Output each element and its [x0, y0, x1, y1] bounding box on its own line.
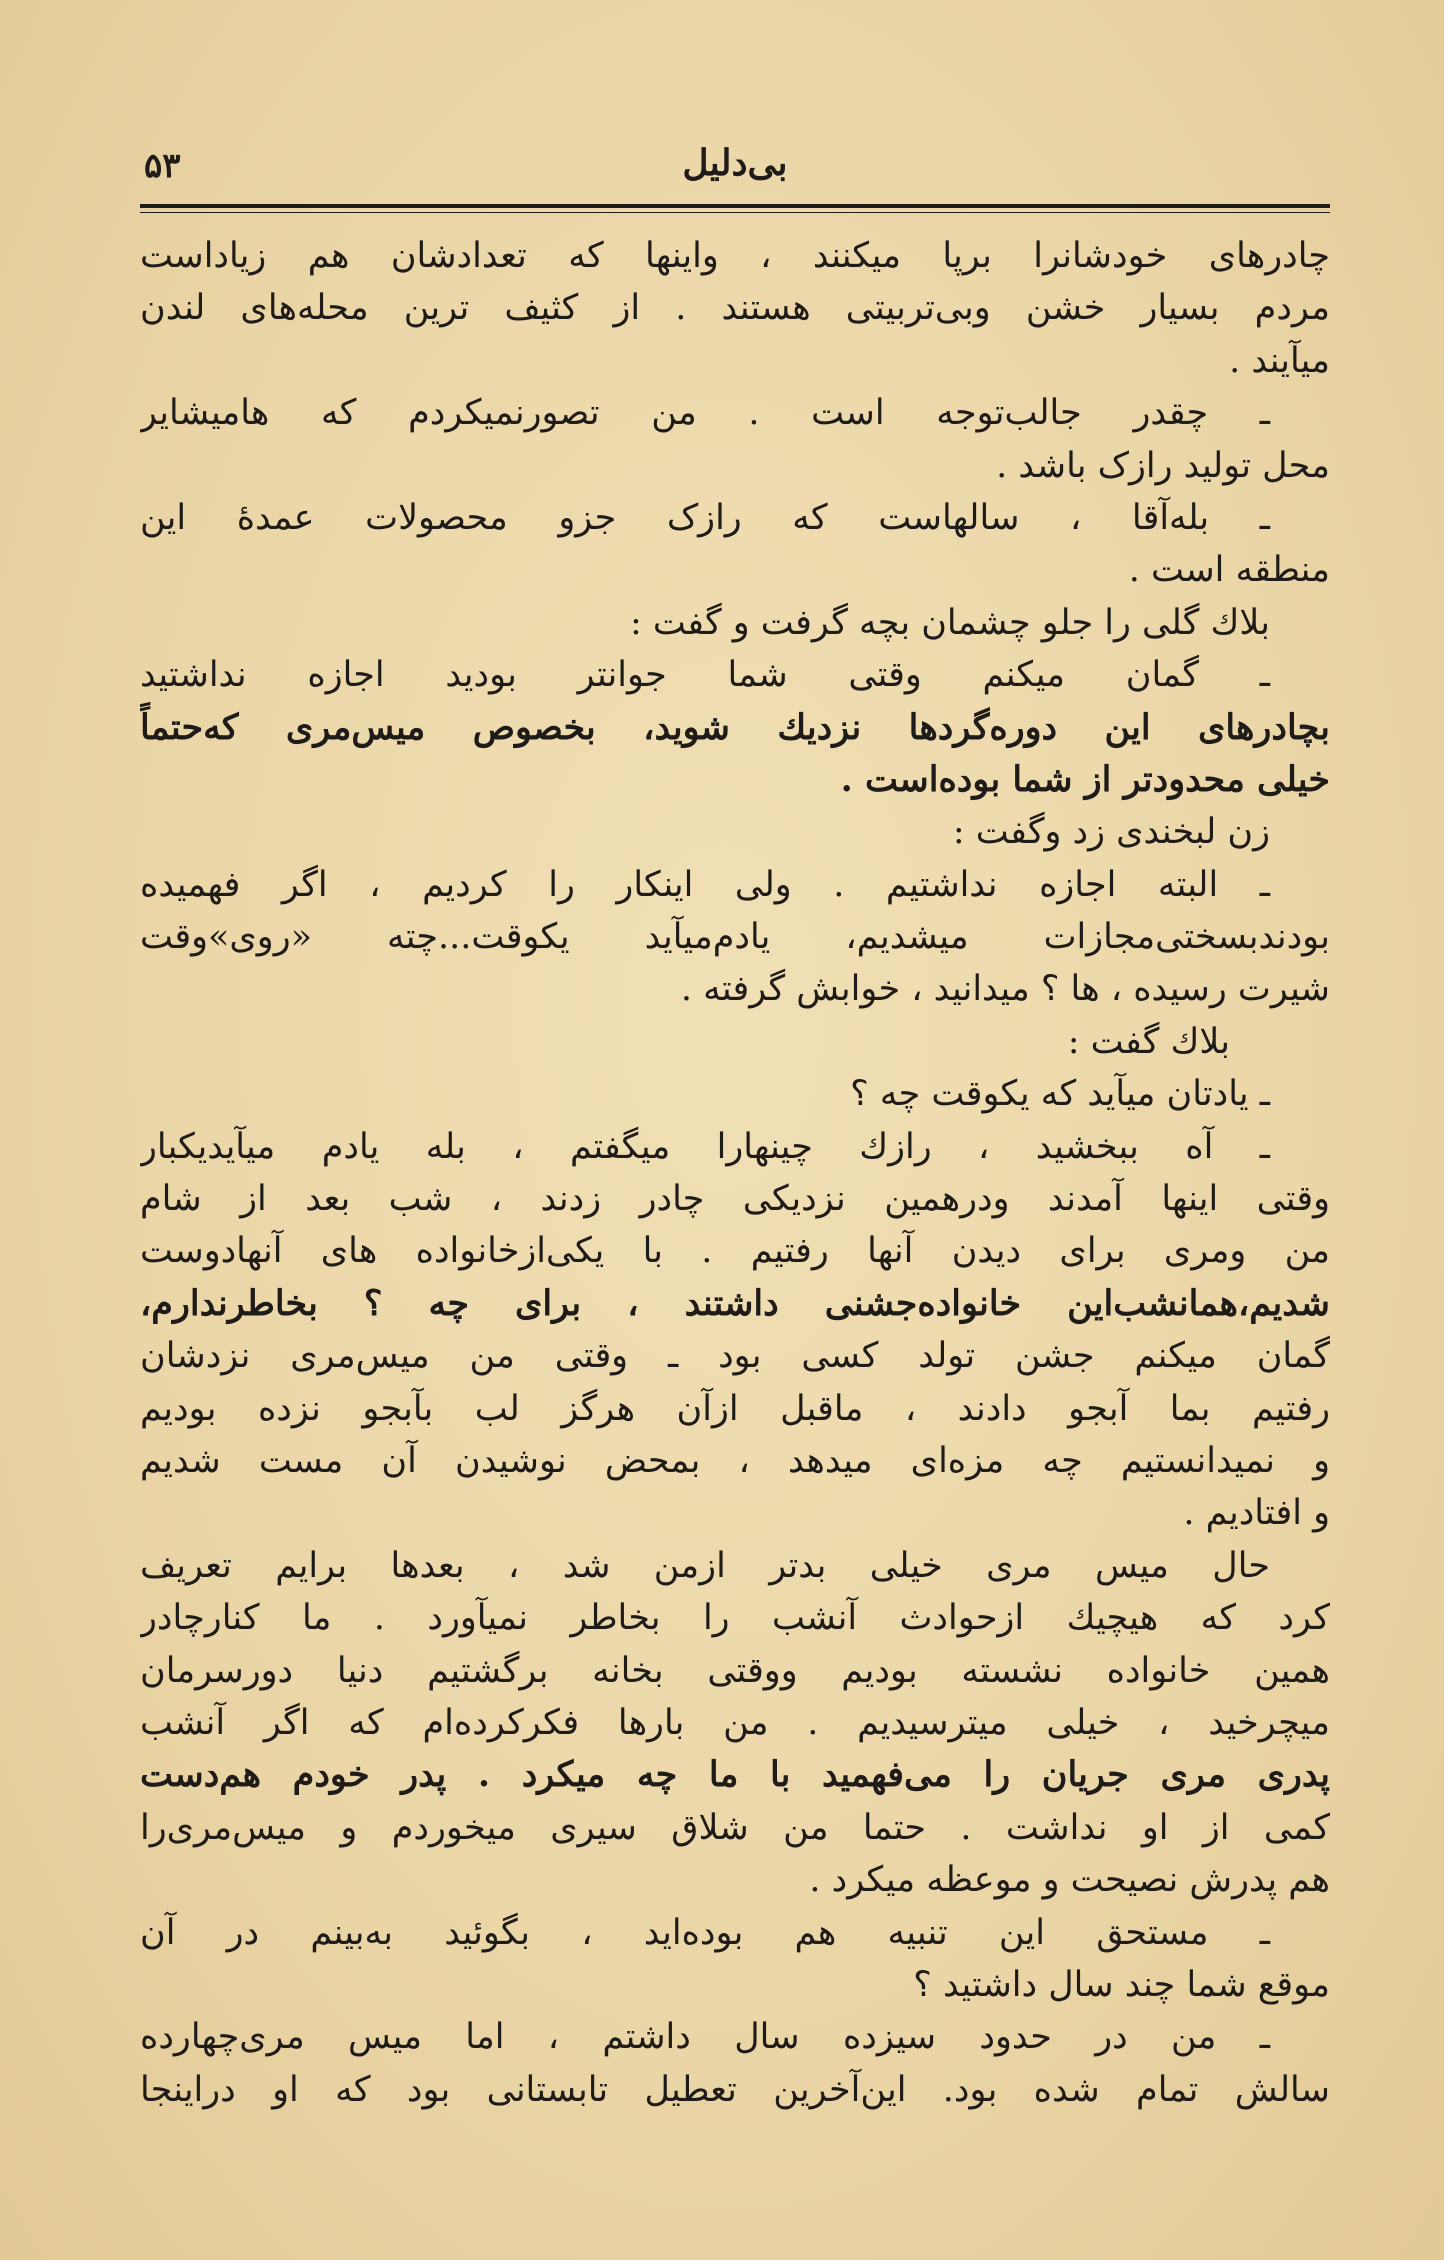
page-number: ۵۳ — [144, 146, 181, 186]
text-line: میچرخید ، خیلی میترسیدیم . من بارها فکرکرده‌ام که اگر آنشب — [140, 1702, 1330, 1743]
text-line: حال میس مری خیلی بدتر ازمن شد ، بعدها برایم تعریف — [140, 1545, 1270, 1586]
text-line: ـ چقدر جالب‌توجه است . من تصورنمیکردم که هامیشایر — [140, 393, 1270, 434]
text-line: خیلی محدودتر از شما بوده‌است . — [840, 758, 1330, 800]
text-line: بلاك گفت : — [1067, 1021, 1230, 1062]
text-line: هم پدرش نصیحت و موعظه میکرد . — [809, 1860, 1330, 1901]
text-line: ـ مستحق این تنبیه هم بوده‌اید ، بگوئید به‌بینم در آن — [140, 1912, 1270, 1953]
text-line: وقتی اینها آمدند ودرهمین نزدیکی چادر زدند ، شب بعد از شام — [140, 1179, 1330, 1220]
text-line: ـ بله‌آقا ، سالهاست که رازک جزو محصولات عمدهٔ این — [140, 497, 1270, 538]
text-line: زن لبخندی زد وگفت : — [952, 812, 1270, 853]
text-line: و نمیدانستیم چه مزه‌ای میدهد ، بمحض نوشیدن آن مست شدیم — [140, 1440, 1330, 1481]
text-line: کمی از او نداشت . حتما من شلاق سیری میخوردم و میس‌مری‌را — [140, 1807, 1330, 1848]
text-line: و افتادیم . — [1183, 1493, 1330, 1534]
header-rule-thin — [140, 212, 1330, 213]
text-line: ـ یادتان میآید که یکوقت چه ؟ — [850, 1074, 1270, 1115]
text-line: مردم بسیار خشن وبی‌تربیتی هستند . از کثیف ترین محله‌های لندن — [140, 288, 1330, 329]
text-line: ـ آه ببخشید ، رازك چینهارا میگفتم ، بله یادم میآیدیکبار — [140, 1126, 1270, 1167]
text-line: موقع شما چند سال داشتید ؟ — [913, 1964, 1330, 2005]
text-line: چادرهای خودشانرا برپا میکنند ، واینها که تعدادشان هم زیاداست — [140, 236, 1330, 276]
text-line: بودندبسختی‌مجازات میشدیم، یادم‌میآید یکوقت...چته «روی»وقت — [140, 917, 1330, 958]
text-line: محل تولید رازک باشد . — [996, 445, 1330, 486]
text-line: منطقه است . — [1128, 550, 1330, 591]
header-rule — [140, 204, 1330, 208]
text-line: پدری مری جریان را می‌فهمید با ما چه میکرد . پدر خودم هم‌دست — [140, 1754, 1330, 1796]
body-text — [140, 230, 1330, 2116]
page-header — [140, 130, 1330, 200]
text-line: بچادرهای این دوره‌گردها نزدیك شوید، بخصوص میس‌مری که‌حتماً — [140, 706, 1330, 748]
text-line: ـ من در حدود سیزده سال داشتم ، اما میس مری‌چهارده — [140, 2017, 1270, 2058]
text-line: کرد که هیچیك ازحوادث آنشب را بخاطر نمیآورد . ما کنارچادر — [140, 1598, 1330, 1639]
text-line: سالش تمام شده بود. این‌آخرین تعطیل تابستانی بود که او دراینجا — [140, 2069, 1330, 2110]
text-line: میآیند . — [1229, 340, 1330, 381]
text-line: ـ البته اجازه نداشتیم . ولی اینکار را کردیم ، اگر فهمیده — [140, 864, 1270, 905]
running-title: بی‌دلیل — [682, 142, 788, 184]
text-line: بلاك گلی را جلو چشمان بچه گرفت و گفت : — [629, 602, 1270, 643]
text-line: شدیم،همانشب‌این خانواده‌جشنی داشتند ، برای چه ؟ بخاطرندارم، — [140, 1282, 1330, 1324]
book-page — [140, 130, 1330, 2190]
text-line: شیرت رسیده ، ها ؟ میدانید ، خوابش گرفته . — [680, 969, 1330, 1010]
text-line: همین خانواده نشسته بودیم ووقتی بخانه برگشتیم دنیا دورسرمان — [140, 1650, 1330, 1691]
text-line: ـ گمان میکنم وقتی شما جوانتر بودید اجازه نداشتید — [140, 655, 1270, 696]
text-line: رفتیم بما آبجو دادند ، ماقبل ازآن هرگز لب بآبجو نزده بودیم — [140, 1388, 1330, 1429]
text-line: من ومری برای دیدن آنها رفتیم . با یکی‌ازخانواده های آنهادوست — [140, 1231, 1330, 1272]
text-line: گمان میکنم جشن تولد کسی بود ـ وقتی من میس‌مری نزدشان — [140, 1336, 1330, 1377]
